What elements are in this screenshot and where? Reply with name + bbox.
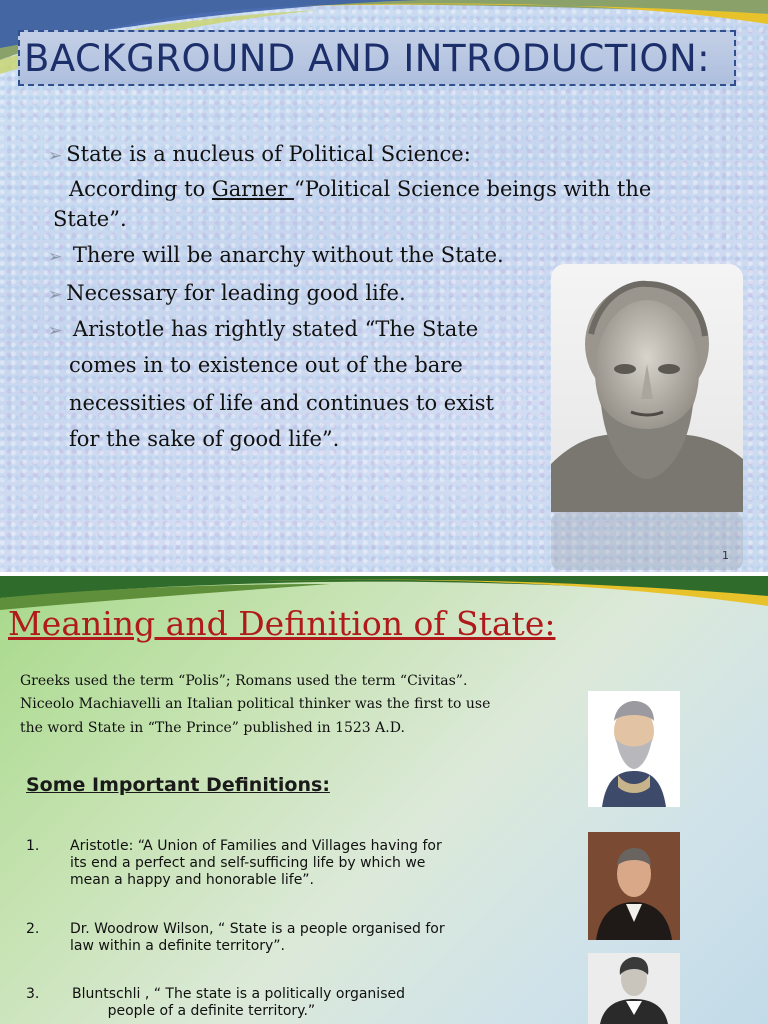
arrow-bullet-icon: ➢ <box>48 321 63 341</box>
aristotle-bust-image <box>551 264 743 512</box>
definition-number: 1. <box>26 838 40 854</box>
definition-text: Aristotle: “A Union of Families and Villages having for its end a perfect and self-sufficing life by which we mean a happy and honorable life”. <box>70 838 442 888</box>
definition-number: 2. <box>26 921 40 937</box>
bullet-continuation: State”. <box>53 207 127 231</box>
bullet-item: ➢ Aristotle has rightly stated “The State <box>48 317 479 341</box>
slide-title: BACKGROUND AND INTRODUCTION: <box>24 36 711 80</box>
bullet-continuation: According to Garner “Political Science beings with the <box>69 177 652 201</box>
bullet-item: ➢ There will be anarchy without the State. <box>48 243 504 267</box>
bullet-continuation: comes in to existence out of the bare <box>69 353 463 377</box>
bullet-item: ➢ Necessary for leading good life. <box>48 281 406 305</box>
slide-title-box <box>18 30 736 86</box>
definition-number: 3. <box>26 986 40 1002</box>
woodrow-wilson-portrait-image <box>588 832 680 940</box>
definitions-heading: Some Important Definitions: <box>26 774 330 796</box>
aristotle-reflection-image <box>551 512 743 570</box>
aristotle-illustration-image <box>588 691 680 807</box>
arrow-bullet-icon: ➢ <box>48 247 63 267</box>
bluntschli-portrait-image <box>588 953 680 1024</box>
intro-line: Greeks used the term “Polis”; Romans used the term “Civitas”. <box>20 673 468 689</box>
definition-text: Dr. Woodrow Wilson, “ State is a people organised for law within a definite territory”. <box>70 921 445 954</box>
intro-line: the word State in “The Prince” published in 1523 A.D. <box>20 720 405 736</box>
bullet-continuation: for the sake of good life”. <box>69 427 340 451</box>
bullet-continuation: necessities of life and continues to exist <box>69 391 494 415</box>
slide-2 <box>0 576 768 1024</box>
slide-title: Meaning and Definition of State: <box>8 604 556 643</box>
garner-reference: Garner <box>211 177 294 201</box>
intro-line: Niceolo Machiavelli an Italian political thinker was the first to use <box>20 696 491 712</box>
page-number: 1 <box>722 549 729 562</box>
bullet-item: ➢ State is a nucleus of Political Science: <box>48 142 471 166</box>
definition-text: Bluntschli , “ The state is a politically organised people of a definite territory.” <box>72 986 405 1019</box>
arrow-bullet-icon: ➢ <box>48 146 63 166</box>
arrow-bullet-icon: ➢ <box>48 285 63 305</box>
